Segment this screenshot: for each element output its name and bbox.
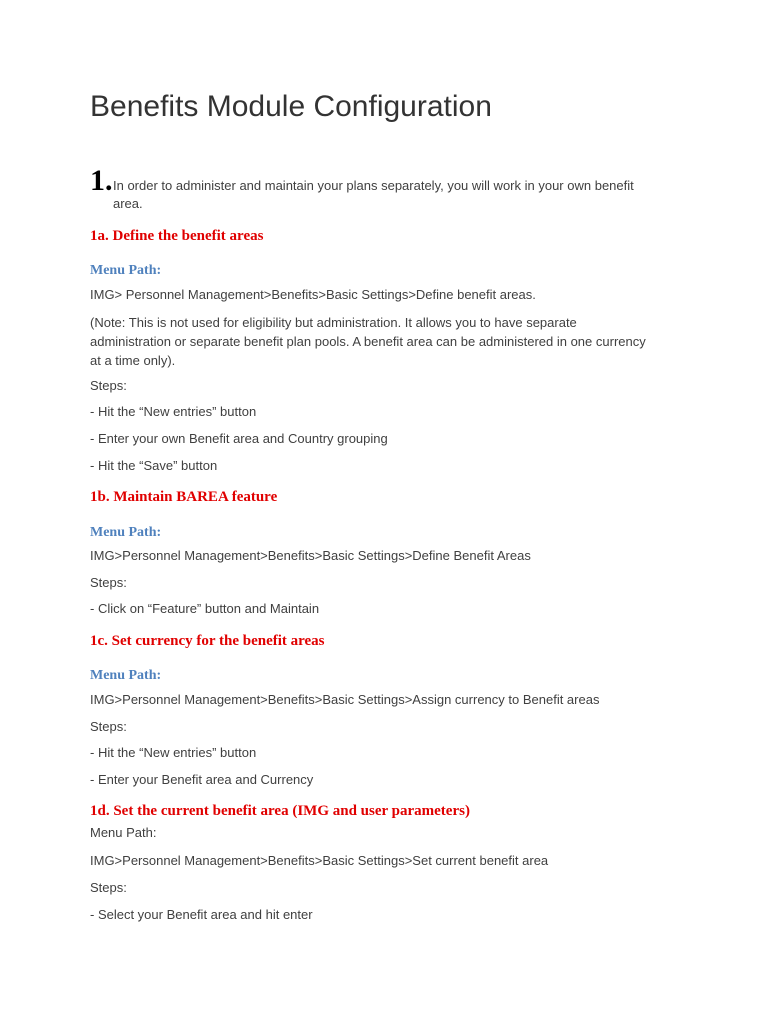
intro-paragraph: In order to administer and maintain your plans separately, you will work in your own benefit area. bbox=[113, 178, 634, 211]
steps-label-1d: Steps: bbox=[90, 880, 127, 895]
section-heading-1d: 1d. Set the current benefit area (IMG and user parameters) bbox=[90, 803, 470, 819]
step-item: - Enter your Benefit area and Currency bbox=[90, 772, 314, 787]
menu-path-label-1a: Menu Path: bbox=[90, 263, 162, 278]
step-item: - Enter your own Benefit area and Country grouping bbox=[90, 431, 388, 446]
section-heading-1c: 1c. Set currency for the benefit areas bbox=[90, 633, 325, 649]
step-item: - Hit the “Save” button bbox=[90, 458, 218, 473]
step-number: 1. bbox=[90, 164, 113, 197]
step-item: - Click on “Feature” button and Maintain bbox=[90, 601, 320, 616]
menu-path-label-1b: Menu Path: bbox=[90, 525, 162, 540]
section-heading-1a: 1a. Define the benefit areas bbox=[90, 228, 264, 244]
menu-path-label-1c: Menu Path: bbox=[90, 668, 162, 683]
document-title: Benefits Module Configuration bbox=[90, 90, 492, 123]
steps-label-1b: Steps: bbox=[90, 575, 127, 590]
menu-path-1c: IMG>Personnel Management>Benefits>Basic Settings>Assign currency to Benefit areas bbox=[90, 692, 600, 707]
steps-label-1a: Steps: bbox=[90, 378, 127, 393]
menu-path-label-1d: Menu Path: bbox=[90, 825, 157, 840]
steps-label-1c: Steps: bbox=[90, 719, 127, 734]
menu-path-1b: IMG>Personnel Management>Benefits>Basic Settings>Define Benefit Areas bbox=[90, 548, 531, 563]
menu-path-1a: IMG> Personnel Management>Benefits>Basic Settings>Define benefit areas. bbox=[90, 287, 536, 302]
menu-path-1d: IMG>Personnel Management>Benefits>Basic Settings>Set current benefit area bbox=[90, 853, 549, 868]
note-paragraph-1a: (Note: This is not used for eligibility but administration. It allows you to have separate administration or separate benefit plan pools. A benefit area can be administered in one currency at a time only). bbox=[90, 315, 646, 368]
step-item: - Select your Benefit area and hit enter bbox=[90, 907, 313, 922]
step-item: - Hit the “New entries” button bbox=[90, 745, 257, 760]
step-item: - Hit the “New entries” button bbox=[90, 404, 257, 419]
section-heading-1b: 1b. Maintain BAREA feature bbox=[90, 489, 278, 505]
